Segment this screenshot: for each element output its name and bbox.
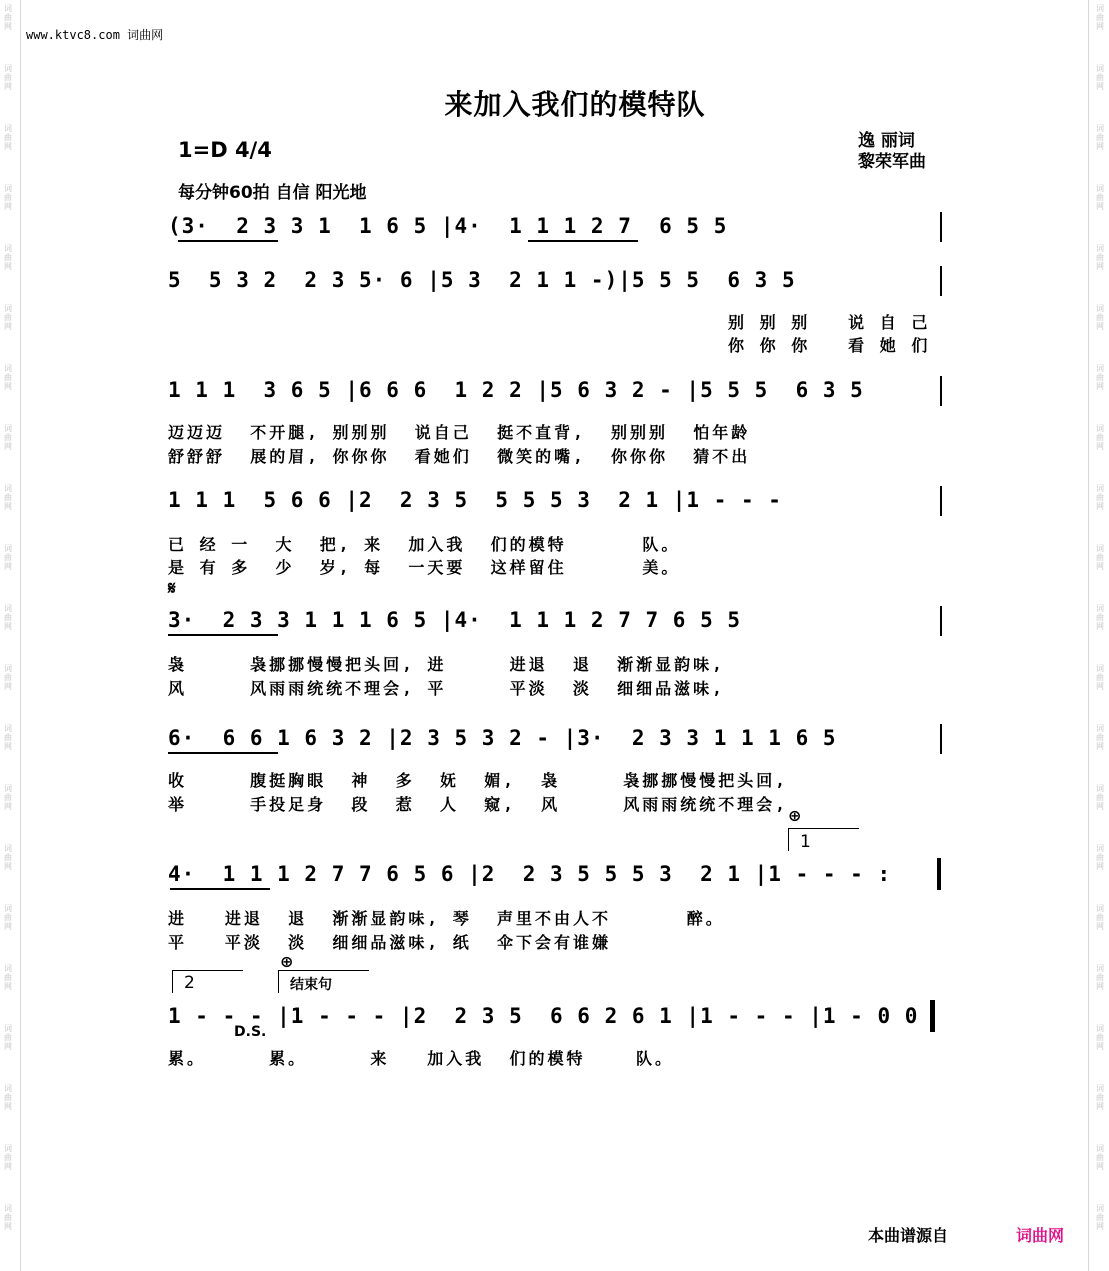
watermark-glyph: 词 曲 网 (1096, 664, 1104, 691)
beam (528, 240, 638, 242)
watermark-glyph: 词 曲 网 (1096, 904, 1104, 931)
site-url[interactable]: www.ktvc8.com 词曲网 (26, 28, 164, 42)
watermark-glyph: 词 曲 网 (4, 664, 12, 691)
score-line-5: 3· 2 3 3 1 1 1 6 5 |4· 1 1 1 2 7 7 6 5 5 (168, 608, 742, 632)
composer: 黎荣军曲 (858, 152, 926, 172)
watermark-glyph: 词 曲 网 (1096, 1084, 1104, 1111)
score-line-7: 4· 1 1 1 2 7 7 6 5 6 |2 2 3 5 5 5 3 2 1 |1 - - - : (168, 862, 892, 886)
watermark-glyph: 词 曲 网 (4, 604, 12, 631)
watermark-glyph: 词 曲 网 (4, 964, 12, 991)
watermark-glyph: 词 曲 网 (4, 184, 12, 211)
lyrics-line-2b: 你 你 你 看 她 们 (728, 336, 931, 355)
watermark-glyph: 词 曲 网 (4, 4, 12, 31)
beam (168, 752, 278, 754)
watermark-glyph: 词 曲 网 (4, 304, 12, 331)
watermark-glyph: 词 曲 网 (1096, 1204, 1104, 1231)
beam (170, 888, 270, 890)
score-line-4: 1 1 1 5 6 6 |2 2 3 5 5 5 5 3 2 1 |1 - - - (168, 488, 782, 512)
score-line-2: 5 5 3 2 2 3 5· 6 |5 3 2 1 1 -)|5 5 5 6 3 5 (168, 268, 796, 292)
watermark-glyph: 词 曲 网 (4, 784, 12, 811)
lyrics-line-3b: 舒舒舒 展的眉, 你你你 看她们 微笑的嘴, 你你你 猜不出 (168, 447, 751, 466)
watermark-glyph: 词 曲 网 (1096, 1144, 1104, 1171)
watermark-glyph: 词 曲 网 (4, 1084, 12, 1111)
lyrics-line-6a: 收 腹挺胸眼 神 多 妩 媚, 袅 袅挪挪慢慢把头回, (168, 771, 788, 790)
score-line-1: (3· 2 3 3 1 1 6 5 |4· 1 1 1 2 7 6 5 5 (168, 214, 728, 238)
lyrics-line-4b: 是 有 多 少 岁, 每 一天要 这样留住 美。 (168, 558, 681, 577)
key-signature: 1=D 4/4 (178, 138, 272, 162)
watermark-glyph: 词 曲 网 (1096, 844, 1104, 871)
volta-1-number: 1 (800, 832, 811, 852)
lyrics-line-4a: 已 经 一 大 把, 来 加入我 们的模特 队。 (168, 535, 681, 554)
barline (940, 266, 942, 296)
watermark-glyph: 词 曲 网 (1096, 724, 1104, 751)
final-repeat-bar (937, 858, 941, 890)
watermark-glyph: 词 曲 网 (1096, 184, 1104, 211)
beam (168, 634, 278, 636)
watermark-glyph: 词 曲 网 (1096, 424, 1104, 451)
watermark-glyph: 词 曲 网 (4, 244, 12, 271)
watermark-glyph: 词 曲 网 (1096, 604, 1104, 631)
source-name-link[interactable]: 词曲网 (1016, 1226, 1065, 1245)
lyrics-line-8: 累。 累。 来 加入我 们的模特 队。 (168, 1049, 675, 1068)
source-label: 本曲谱源自 (868, 1226, 949, 1245)
watermark-glyph: 词 曲 网 (4, 1024, 12, 1051)
left-border (20, 0, 21, 1271)
watermark-glyph: 词 曲 网 (1096, 364, 1104, 391)
page-title: 来加入我们的模特队 (444, 88, 706, 121)
right-border (1088, 0, 1089, 1271)
watermark-glyph: 词 曲 网 (4, 484, 12, 511)
lyrics-line-5a: 袅 袅挪挪慢慢把头回, 进 进退 退 渐渐显韵味, (168, 655, 725, 674)
watermark-glyph: 词 曲 网 (4, 1144, 12, 1171)
lyrics-line-6b: 举 手投足身 段 惹 人 窥, 风 风雨雨统统不理会, (168, 795, 788, 814)
lyrics-line-5b: 风 风雨雨统统不理会, 平 平淡 淡 细细品滋味, (168, 679, 725, 698)
lyrics-line-7b: 平 平淡 淡 细细品滋味, 纸 伞下会有谁嫌 (168, 933, 611, 952)
watermark-glyph: 词 曲 网 (1096, 304, 1104, 331)
watermark-glyph: 词 曲 网 (4, 124, 12, 151)
barline (940, 486, 942, 516)
lyrics-line-2a: 别 别 别 说 自 己 (728, 313, 931, 332)
volta-1 (788, 828, 859, 851)
barline (940, 606, 942, 636)
barline (940, 724, 942, 754)
coda-icon: ⊕ (280, 952, 294, 971)
volta-2-number: 2 (184, 973, 195, 993)
watermark-glyph: 词 曲 网 (1096, 124, 1104, 151)
watermark-glyph: 词 曲 网 (1096, 4, 1104, 31)
barline (940, 376, 942, 406)
score-line-8: 1 - - - |1 - - - |2 2 3 5 6 6 2 6 1 |1 - - - |1 - 0 0 (168, 1004, 919, 1028)
watermark-glyph: 词 曲 网 (1096, 784, 1104, 811)
coda-icon: ⊕ (788, 806, 802, 825)
watermark-glyph: 词 曲 网 (1096, 964, 1104, 991)
watermark-glyph: 词 曲 网 (4, 844, 12, 871)
dal-segno: D.S. (234, 1024, 267, 1040)
barline (940, 212, 942, 242)
watermark-glyph: 词 曲 网 (1096, 544, 1104, 571)
lyricist: 逸 丽词 (858, 131, 915, 151)
watermark-glyph: 词 曲 网 (4, 1204, 12, 1231)
watermark-glyph: 词 曲 网 (4, 724, 12, 751)
volta-2 (172, 970, 243, 993)
watermark-glyph: 词 曲 网 (1096, 1024, 1104, 1051)
watermark-glyph: 词 曲 网 (4, 364, 12, 391)
ending-label: 结束句 (290, 977, 332, 993)
beam (178, 240, 278, 242)
score-line-3: 1 1 1 3 6 5 |6 6 6 1 2 2 |5 6 3 2 - |5 5 5 6 3 5 (168, 378, 864, 402)
tempo-marking: 每分钟60拍 自信 阳光地 (178, 183, 367, 203)
watermark-glyph: 词 曲 网 (4, 904, 12, 931)
watermark-glyph: 词 曲 网 (1096, 64, 1104, 91)
watermark-glyph: 词 曲 网 (4, 424, 12, 451)
final-barline (930, 1000, 935, 1032)
watermark-glyph: 词 曲 网 (1096, 484, 1104, 511)
lyrics-line-3a: 迈迈迈 不开腿, 别别别 说自己 挺不直背, 别别别 怕年龄 (168, 423, 751, 442)
lyrics-line-7a: 进 进退 退 渐渐显韵味, 琴 声里不由人不 醉。 (168, 909, 725, 928)
score-line-6: 6· 6 6 1 6 3 2 |2 3 5 3 2 - |3· 2 3 3 1 1 1 6 5 (168, 726, 837, 750)
watermark-glyph: 词 曲 网 (1096, 244, 1104, 271)
segno-icon: 𝄋 (168, 578, 176, 599)
watermark-glyph: 词 曲 网 (4, 544, 12, 571)
watermark-glyph: 词 曲 网 (4, 64, 12, 91)
